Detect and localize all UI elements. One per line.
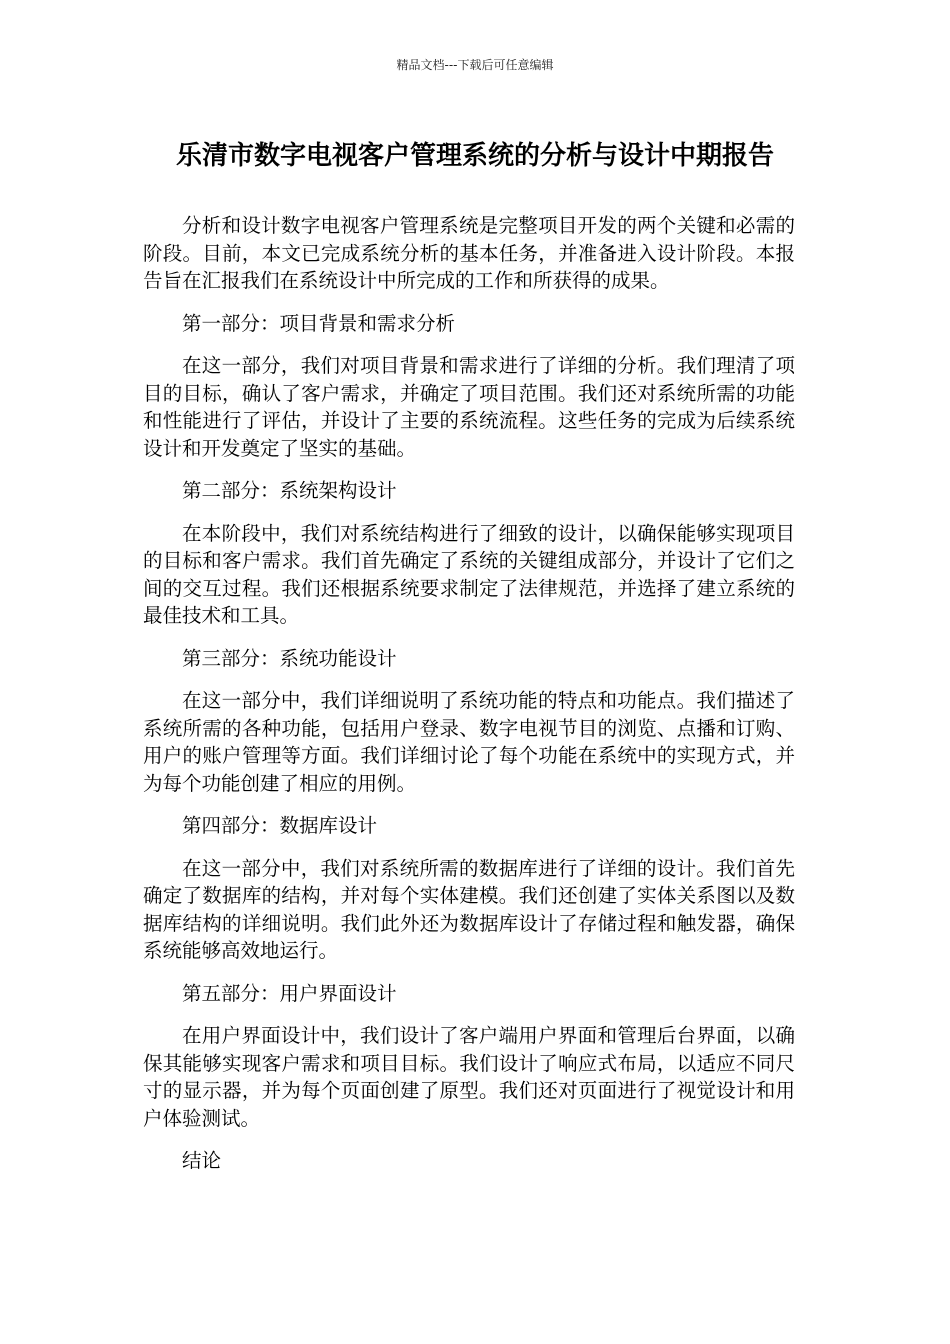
section-heading-4: 第四部分：数据库设计 [182, 814, 378, 837]
document-title: 乐清市数字电视客户管理系统的分析与设计中期报告 [175, 141, 774, 171]
section-heading-5: 第五部分：用户界面设计 [182, 981, 397, 1005]
section-paragraph-1: 在这一部分，我们对项目背景和需求进行了详细的分析。我们理清了项目的目标，确认了客户需求，并确定了项目范围。我们还对系统所需的功能和性能进行了评估，并设计了主要的系统流程。这些任务的完成为后续系统设计和开发奠定了坚实的基础。 [143, 354, 795, 460]
header-note: 精品文档---下载后可任意编辑 [396, 58, 554, 72]
intro-paragraph: 分析和设计数字电视客户管理系统是完整项目开发的两个关键和必需的阶段。目前，本文已完成系统分析的基本任务，并准备进入设计阶段。本报告旨在汇报我们在系统设计中所完成的工作和所获得的成果。 [143, 214, 795, 292]
section-heading-1: 第一部分：项目背景和需求分析 [182, 311, 456, 335]
section-paragraph-5: 在用户界面设计中，我们设计了客户端用户界面和管理后台界面，以确保其能够实现客户需求和项目目标。我们设计了响应式布局，以适应不同尺寸的显示器，并为每个页面创建了原型。我们还对页面进行了视觉设计和用户体验测试。 [143, 1024, 795, 1130]
conclusion-heading: 结论 [182, 1149, 222, 1172]
section-paragraph-2: 在本阶段中，我们对系统结构进行了细致的设计，以确保能够实现项目的目标和客户需求。我们首先确定了系统的关键组成部分，并设计了它们之间的交互过程。我们还根据系统要求制定了法律规范，并选择了建立系统的最佳技术和工具。 [143, 521, 795, 627]
section-paragraph-3: 在这一部分中，我们详细说明了系统功能的特点和功能点。我们描述了系统所需的各种功能，包括用户登录、数字电视节目的浏览、点播和订购、用户的账户管理等方面。我们详细讨论了每个功能在系统中的实现方式，并为每个功能创建了相应的用例。 [143, 689, 795, 795]
section-paragraph-4: 在这一部分中，我们对系统所需的数据库进行了详细的设计。我们首先确定了数据库的结构，并对每个实体建模。我们还创建了实体关系图以及数据库结构的详细说明。我们此外还为数据库设计了存储过程和触发器，确保系统能够高效地运行。 [143, 856, 795, 962]
section-heading-3: 第三部分：系统功能设计 [182, 646, 397, 670]
section-heading-2: 第二部分：系统架构设计 [182, 479, 397, 502]
document-body [143, 212, 795, 1190]
